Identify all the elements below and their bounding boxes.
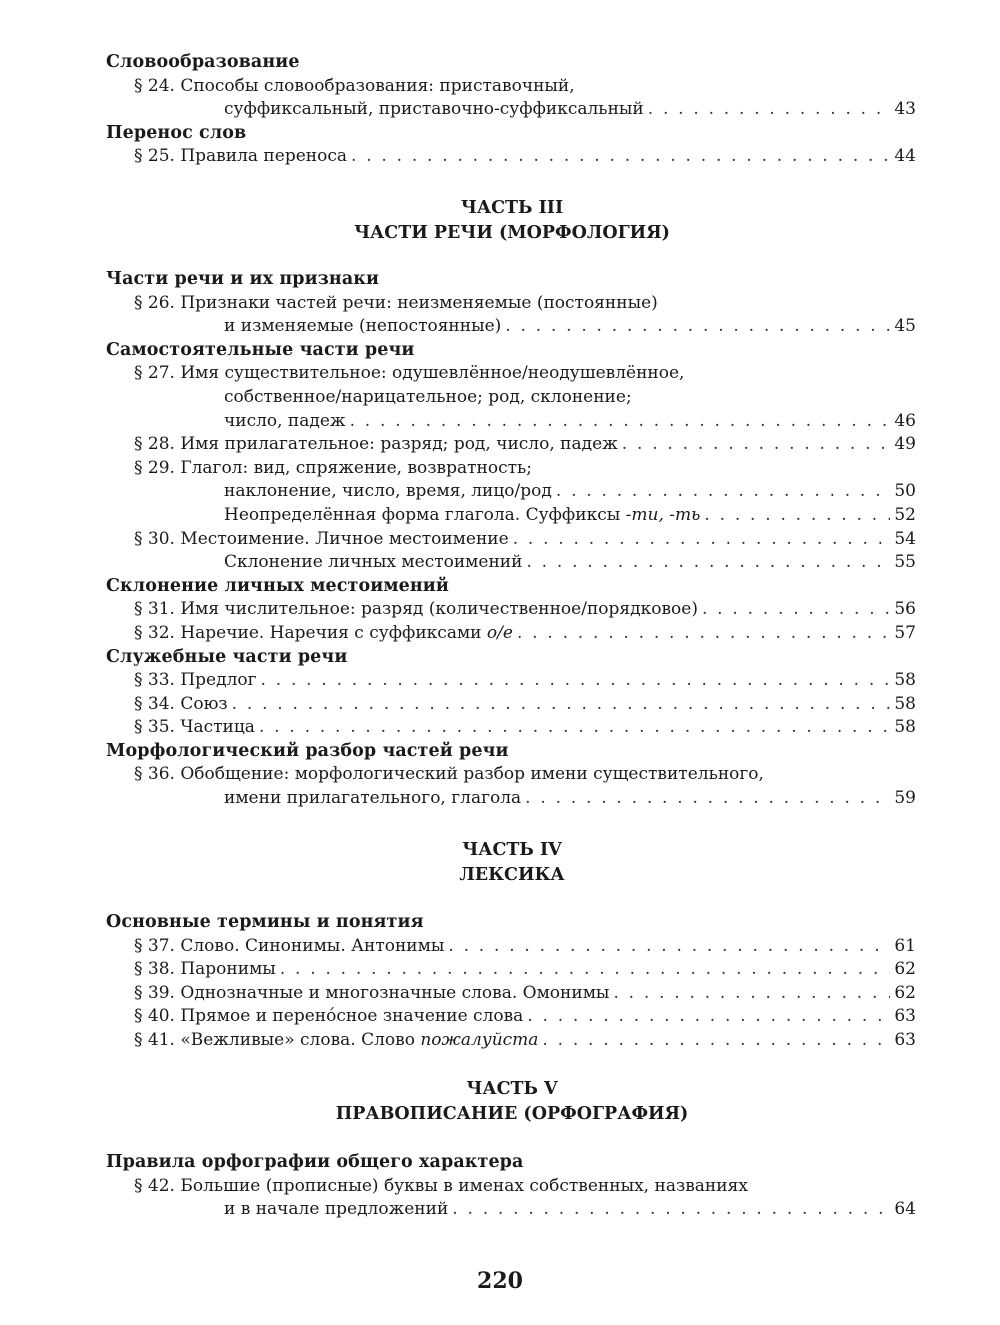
toc-section-lexicon xyxy=(106,911,916,1053)
page-ref: 50 xyxy=(894,481,916,502)
part-number: ЧАСТЬ V xyxy=(466,1079,558,1099)
page-ref: 64 xyxy=(894,1199,916,1220)
page-ref: 55 xyxy=(894,552,916,573)
toc-entry-35[interactable] xyxy=(106,716,916,740)
toc-section-morphology xyxy=(106,268,916,811)
toc-entry-38[interactable] xyxy=(106,958,916,982)
part-title: ПРАВОПИСАНИЕ (ОРФОГРАФИЯ) xyxy=(335,1104,689,1124)
part-heading-4 xyxy=(106,838,918,888)
page-ref: 54 xyxy=(894,528,916,549)
toc-entry-36-line1: § 36. Обобщение: морфологический разбор имени существительного, xyxy=(134,764,764,785)
page-ref: 61 xyxy=(894,935,916,956)
toc-entry-text: и изменяемые (непостоянные) xyxy=(224,316,502,337)
toc-entry-41[interactable] xyxy=(106,1029,916,1053)
dot-leader xyxy=(613,982,890,1006)
section-heading: Склонение личных местоимений xyxy=(106,575,449,596)
toc-entry-40[interactable] xyxy=(106,1005,916,1029)
toc-section-orthography xyxy=(106,1151,916,1222)
toc-entry-25[interactable] xyxy=(106,145,916,169)
toc-entry-42-line1: § 42. Большие (прописные) буквы в именах собственных, названиях xyxy=(134,1175,748,1196)
dot-leader xyxy=(556,480,891,504)
page-ref: 52 xyxy=(894,504,916,525)
dot-leader xyxy=(513,528,891,552)
part-number: ЧАСТЬ III xyxy=(460,198,564,218)
toc-entry-28[interactable] xyxy=(106,433,916,457)
toc-entry-text: § 30. Местоимение. Личное местоимение xyxy=(134,528,509,549)
toc-entry-text: § 33. Предлог xyxy=(134,670,257,691)
toc-entry-text-italic: пожалуйста xyxy=(420,1029,539,1050)
toc-entry-31[interactable] xyxy=(106,598,916,622)
toc-entry-32[interactable] xyxy=(106,622,916,646)
toc-entry-text-italic: -ти, -ть xyxy=(625,504,701,525)
toc-entry-text: и в начале предложений xyxy=(224,1199,449,1220)
toc-entry-34[interactable] xyxy=(106,693,916,717)
toc-entry-29-line1: § 29. Глагол: вид, спряжение, возвратность; xyxy=(134,457,533,478)
page-ref: 63 xyxy=(894,1029,916,1050)
part-heading-5 xyxy=(106,1077,918,1127)
toc-entry-36[interactable] xyxy=(106,787,916,811)
dot-leader xyxy=(648,98,891,122)
page-ref: 58 xyxy=(894,717,916,738)
section-heading: Словообразование xyxy=(106,52,300,72)
toc-entry-text xyxy=(224,504,700,528)
toc-entry-text: наклонение, число, время, лицо/род xyxy=(224,481,552,502)
dot-leader xyxy=(526,551,890,575)
part-number: ЧАСТЬ IV xyxy=(462,840,562,860)
toc-entry-42[interactable] xyxy=(106,1198,916,1222)
dot-leader xyxy=(527,1005,890,1029)
dot-leader xyxy=(525,787,890,811)
toc-entry-text: § 39. Однозначные и многозначные слова. Омонимы xyxy=(134,982,610,1003)
toc-entry-text-plain: § 32. Наречие. Наречия с суффиксами xyxy=(134,622,487,643)
toc-entry-text: число, падеж xyxy=(224,410,346,431)
part-heading-3 xyxy=(106,196,918,246)
page-ref: 56 xyxy=(894,599,916,620)
toc-entry-text-plain: § 41. «Вежливые» слова. Слово xyxy=(134,1029,421,1050)
toc-entry-text: Склонение личных местоимений xyxy=(224,552,523,573)
page-ref: 63 xyxy=(894,1006,916,1027)
toc-entry-text: § 35. Частица xyxy=(134,717,255,738)
dot-leader xyxy=(280,958,891,982)
dot-leader xyxy=(448,935,890,959)
toc-entry-33[interactable] xyxy=(106,669,916,693)
dot-leader xyxy=(542,1029,890,1053)
section-heading: Служебные части речи xyxy=(106,646,348,667)
toc-entry-27[interactable] xyxy=(106,410,916,434)
toc-entry-text: § 28. Имя прилагательное: разряд; род, число, падеж xyxy=(134,434,618,455)
section-heading: Части речи и их признаки xyxy=(106,269,380,289)
page-ref: 58 xyxy=(894,670,916,691)
dot-leader xyxy=(259,716,890,740)
toc-entry-24[interactable] xyxy=(106,98,916,122)
toc-entry-30-declension[interactable] xyxy=(106,551,916,575)
toc-entry-text: § 37. Слово. Синонимы. Антонимы xyxy=(134,935,445,956)
toc-entry-text: суффиксальный, приставочно-суффиксальный xyxy=(224,99,644,120)
toc-entry-text-italic: о/е xyxy=(486,622,513,643)
dot-leader xyxy=(622,433,891,457)
section-heading: Правила орфографии общего характера xyxy=(106,1152,524,1172)
dot-leader xyxy=(704,504,890,528)
page-number: 220 xyxy=(477,1268,523,1294)
toc-entry-text xyxy=(134,1029,538,1053)
toc-entry-26[interactable] xyxy=(106,315,916,339)
toc-section-word-formation xyxy=(106,51,916,169)
page-ref: 45 xyxy=(894,316,916,337)
section-heading: Самостоятельные части речи xyxy=(106,339,415,360)
page-ref: 62 xyxy=(894,982,916,1003)
section-heading: Морфологический разбор частей речи xyxy=(106,740,509,761)
dot-leader xyxy=(452,1198,890,1222)
toc-entry-26-line1: § 26. Признаки частей речи: неизменяемые (постоянные) xyxy=(134,292,658,313)
page-ref: 49 xyxy=(894,434,916,455)
toc-entry-39[interactable] xyxy=(106,982,916,1006)
dot-leader xyxy=(232,693,891,717)
toc-entry-text: имени прилагательного, глагола xyxy=(224,788,522,809)
page-ref: 57 xyxy=(894,622,916,643)
toc-entry-text: § 38. Паронимы xyxy=(134,959,276,980)
toc-entry-text: § 25. Правила переноса xyxy=(134,146,347,167)
toc-entry-29[interactable] xyxy=(106,480,916,504)
page-ref: 59 xyxy=(894,788,916,809)
page-ref: 58 xyxy=(894,693,916,714)
part-title: ЧАСТИ РЕЧИ (МОРФОЛОГИЯ) xyxy=(354,223,670,243)
page-ref: 44 xyxy=(894,146,916,167)
toc-entry-29-infinitive[interactable] xyxy=(106,504,916,528)
dot-leader xyxy=(351,145,890,169)
toc-entry-text: § 34. Союз xyxy=(134,693,228,714)
dot-leader xyxy=(350,410,891,434)
page-ref: 62 xyxy=(894,959,916,980)
dot-leader xyxy=(702,598,890,622)
page-ref: 43 xyxy=(894,99,916,120)
toc-entry-27-line1: § 27. Имя существительное: одушевлённое/неодушевлённое, xyxy=(134,363,685,384)
toc-entry-text: § 31. Имя числительное: разряд (количественное/порядковое) xyxy=(134,599,698,620)
section-heading: Основные термины и понятия xyxy=(106,912,424,932)
toc-entry-text xyxy=(134,622,513,646)
dot-leader xyxy=(261,669,891,693)
dot-leader xyxy=(505,315,890,339)
toc-entry-text-plain: Неопределённая форма глагола. Суффиксы xyxy=(224,504,626,525)
toc-entry-24-line1: § 24. Способы словообразования: приставочный, xyxy=(134,75,575,96)
toc-entry-27-line2: собственное/нарицательное; род, склонение; xyxy=(224,386,632,407)
part-title: ЛЕКСИКА xyxy=(459,865,565,885)
page-ref: 46 xyxy=(894,410,916,431)
toc-entry-text: § 40. Прямое и перенóсное значение слова xyxy=(134,1006,524,1027)
toc-entry-37[interactable] xyxy=(106,935,916,959)
section-heading: Перенос слов xyxy=(106,122,247,143)
dot-leader xyxy=(517,622,890,646)
toc-entry-30[interactable] xyxy=(106,528,916,552)
